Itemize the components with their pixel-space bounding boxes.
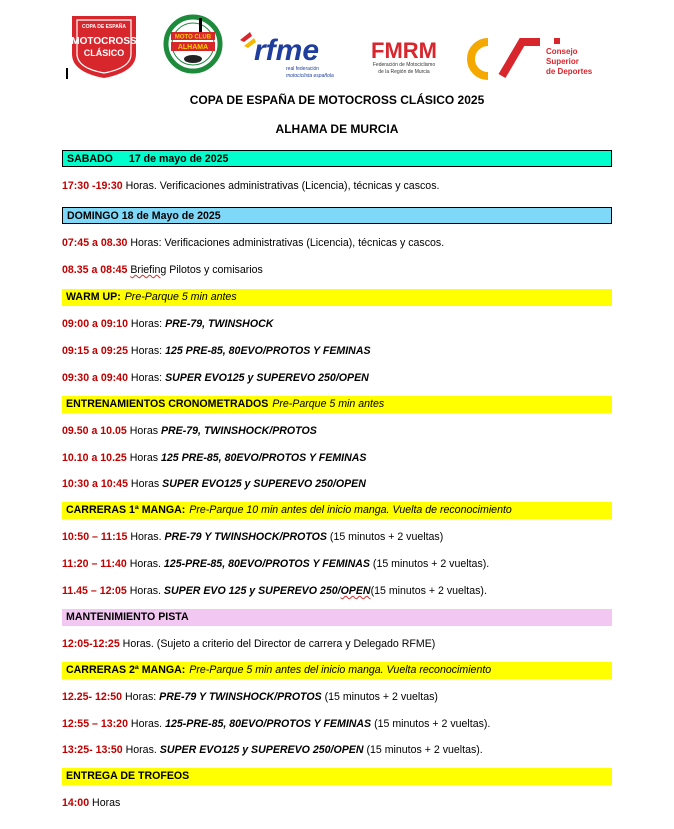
row-text: Horas (89, 797, 121, 809)
row-classes: PRE-79 Y TWINSHOCK/PROTOS (164, 531, 327, 543)
day-label: SABADO (67, 153, 113, 165)
section-label: CARRERAS 2ª MANGA: (66, 664, 186, 676)
section-note: Pre-Parque 10 min antes del inicio manga. Vuelta de reconocimiento (189, 504, 512, 516)
section-label: ENTRENAMIENTOS CRONOMETRADOS (66, 398, 269, 410)
motocross-clasico-logo (68, 14, 140, 80)
text-cursor (66, 68, 68, 79)
csd-line2: Superior (546, 57, 579, 66)
time-range: 09:00 a 09:10 (62, 318, 128, 330)
schedule-row (62, 583, 487, 599)
fmrm-line1: Federación de Motociclismo (372, 62, 436, 68)
club-line1-text: MOTO CLUB (174, 34, 212, 41)
row-text-underlined: Briefing (130, 264, 167, 276)
row-prefix: Horas (126, 425, 161, 437)
document-location: ALHAMA DE MURCIA (275, 122, 399, 136)
time-range: 12:55 – 13:20 (62, 718, 128, 730)
time-range: 17:30 -19:30 (62, 180, 123, 192)
schedule-row (62, 370, 369, 386)
section-label: ENTREGA DE TROFEOS (66, 770, 190, 782)
row-classes: SUPER EVO125 y SUPEREVO 250/OPEN (162, 478, 366, 490)
row-classes: SUPER EVO 125 y SUPEREVO 250/ (163, 585, 341, 597)
logo-bar (0, 0, 674, 88)
schedule-row (62, 742, 483, 758)
rfme-line1: real federación (286, 66, 320, 72)
mc-main-text: MOTOCROSS (71, 36, 137, 47)
row-prefix: Horas (127, 478, 163, 490)
row-suffix: (15 minutos + 2 vueltas) (326, 531, 444, 543)
row-prefix: Horas: (127, 318, 166, 330)
time-range: 13:25- 13:50 (62, 744, 123, 756)
row-text: Horas. (Sujeto a criterio del Director de carrera y Delegado RFME) (119, 638, 436, 650)
club-badge-logo (163, 14, 223, 74)
row-classes: PRE-79 Y TWINSHOCK/PROTOS (159, 691, 322, 703)
schedule-row (62, 262, 263, 278)
row-prefix: Horas: (122, 691, 160, 703)
fmrm-line2: de la Región de Murcia (378, 69, 430, 75)
row-suffix: (15 minutos + 2 vueltas). (363, 744, 483, 756)
row-prefix: Horas. (127, 718, 166, 730)
fmrm-text: FMRM (371, 38, 437, 63)
time-range: 14:00 (62, 797, 90, 809)
time-range: 08.35 a 08:45 (62, 264, 128, 276)
row-suffix: (15 minutos + 2 vueltas). (371, 718, 491, 730)
row-classes: 125-PRE-85, 80EVO/PROTOS Y FEMINAS (163, 558, 370, 570)
row-text: Horas. Verificaciones administrativas (Licencia), técnicas y cascos. (122, 180, 440, 192)
fmrm-logo (354, 38, 454, 78)
csd-line1: Consejo (546, 47, 578, 56)
schedule-row (62, 235, 444, 251)
time-range: 11.45 – 12:05 (62, 585, 127, 597)
section-header-warmup (62, 289, 612, 306)
time-range: 09:15 a 09:25 (62, 345, 128, 357)
time-range: 11:20 – 11:40 (62, 558, 127, 570)
row-classes: 125 PRE-85, 80EVO/PROTOS Y FEMINAS (165, 345, 371, 357)
day-date: 17 de mayo de 2025 (128, 153, 229, 165)
schedule-row (62, 689, 438, 705)
row-prefix: Horas. (122, 744, 160, 756)
section-header-manga1 (62, 502, 612, 519)
schedule-row (62, 316, 273, 332)
row-prefix: Horas. (127, 531, 165, 543)
row-suffix: (15 minutos + 2 vueltas). (370, 585, 487, 597)
section-header-manga2 (62, 662, 612, 679)
day-label: DOMINGO 18 de Mayo de 2025 (67, 210, 221, 222)
section-header-crono (62, 396, 612, 413)
schedule-row (62, 450, 366, 466)
time-range: 12:05-12:25 (62, 638, 120, 650)
csd-line3: de Deportes (546, 67, 593, 76)
schedule-row (62, 178, 439, 194)
document-title: COPA DE ESPAÑA DE MOTOCROSS CLÁSICO 2025 (189, 93, 485, 107)
section-label: CARRERAS 1ª MANGA: (66, 504, 186, 516)
row-suffix: (15 minutos + 2 vueltas) (321, 691, 438, 703)
time-range: 09:30 a 09:40 (62, 372, 128, 384)
time-range: 07:45 a 08.30 (62, 237, 128, 249)
schedule-row (62, 716, 490, 732)
row-prefix: Horas: (127, 372, 166, 384)
csd-logo (466, 36, 596, 82)
row-prefix: Horas. (126, 585, 164, 597)
row-classes: 125 PRE-85, 80EVO/PROTOS Y FEMINAS (160, 452, 367, 464)
rfme-logo (236, 24, 340, 82)
section-note: Pre-Parque 5 min antes (124, 291, 237, 303)
time-range: 10.10 a 10.25 (62, 452, 127, 464)
day-header-sunday (62, 207, 612, 224)
schedule-row (62, 343, 371, 359)
section-header-trofeos (62, 768, 612, 785)
row-classes: PRE-79, TWINSHOCK/PROTOS (160, 425, 317, 437)
schedule-row (62, 556, 489, 572)
section-header-mantenimiento (62, 609, 612, 626)
time-range: 10:30 a 10:45 (62, 478, 128, 490)
section-label: MANTENIMIENTO PISTA (66, 611, 189, 623)
row-text: Pilotos y comisarios (166, 264, 263, 276)
schedule-row (62, 476, 366, 492)
section-label: WARM UP: (66, 291, 121, 303)
day-header-saturday (62, 150, 612, 167)
section-note: Pre-Parque 5 min antes (272, 398, 385, 410)
rfme-text: rfme (254, 34, 320, 67)
mc-top-text: COPA DE ESPAÑA (81, 24, 127, 30)
row-prefix: Horas. (126, 558, 164, 570)
row-prefix: Horas: (127, 345, 166, 357)
row-classes: SUPER EVO125 y SUPEREVO 250/OPEN (159, 744, 364, 756)
section-note: Pre-Parque 5 min antes del inicio manga. Vuelta reconocimiento (189, 664, 492, 676)
mc-sub-text: CLÁSICO (83, 48, 125, 58)
time-range: 09.50 a 10.05 (62, 425, 127, 437)
schedule-row (62, 636, 435, 652)
row-classes: PRE-79, TWINSHOCK (165, 318, 274, 330)
club-line2-text: ALHAMA (177, 44, 209, 51)
schedule-row (62, 529, 443, 545)
row-suffix: (15 minutos + 2 vueltas). (369, 558, 490, 570)
row-classes: SUPER EVO125 y SUPEREVO 250/OPEN (165, 372, 369, 384)
row-text: Horas: Verificaciones administrativas (Licencia), técnicas y cascos. (127, 237, 445, 249)
row-classes-underlined: OPEN (340, 585, 371, 597)
time-range: 10:50 – 11:15 (62, 531, 128, 543)
schedule-row (62, 795, 120, 811)
time-range: 12.25- 12:50 (62, 691, 123, 703)
row-prefix: Horas (126, 452, 161, 464)
schedule-row (62, 423, 317, 439)
rfme-line2: motociclista española (286, 73, 334, 79)
row-classes: 125-PRE-85, 80EVO/PROTOS Y FEMINAS (165, 718, 372, 730)
